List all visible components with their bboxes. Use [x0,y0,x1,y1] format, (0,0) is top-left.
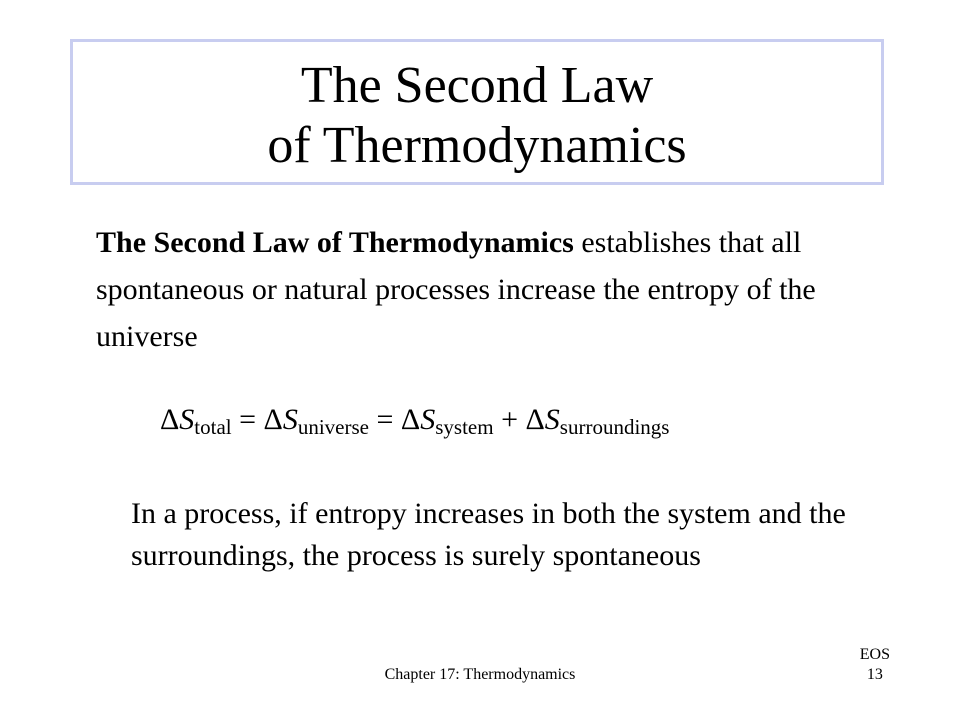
intro-paragraph [96,219,876,360]
entropy-variable: S [420,403,436,436]
subscript-universe: universe [297,415,369,439]
page-number: 13 [866,666,883,683]
footer-code: EOS [859,646,890,663]
entropy-equation [160,400,669,440]
intro-text: establishes that all spontaneous or natural processes increase the entropy of the universe [96,226,816,353]
subscript-surroundings: surroundings [559,415,670,439]
subscript-total: total [194,415,232,439]
equals-sign: = [369,403,401,436]
equals-sign: = [231,403,264,436]
entropy-variable: S [179,403,195,436]
title-box [70,39,884,185]
delta-symbol: Δ [525,403,545,436]
intro-bold-term: The Second Law of Thermodynamics [96,226,574,259]
delta-symbol: Δ [263,403,283,436]
slide-title-line-1: The Second Law [300,57,654,114]
slide-title-line-2: of Thermodynamics [267,117,687,174]
entropy-variable: S [282,403,298,436]
subscript-system: system [435,415,494,439]
delta-symbol: Δ [160,403,180,436]
footer-chapter: Chapter 17: Thermodynamics [384,666,576,683]
conclusion-paragraph: In a process, if entropy increases in both the system and the surroundings, the process is surely spontaneous [131,497,846,572]
delta-symbol: Δ [400,403,421,436]
plus-sign: + [493,403,526,436]
entropy-variable: S [544,403,560,436]
footer-right [860,645,890,685]
